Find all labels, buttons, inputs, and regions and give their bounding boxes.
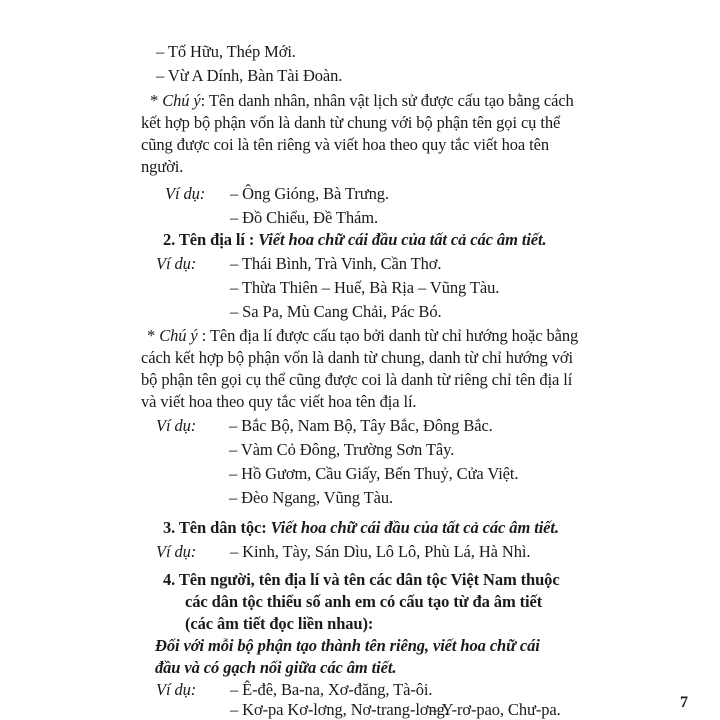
example-label: Ví dụ:	[156, 680, 197, 699]
note-star: *	[150, 91, 163, 110]
section-rule: Viết hoa chữ cái đầu của tất cả các âm tiết.	[270, 518, 559, 537]
example-label: Ví dụ:	[156, 416, 197, 435]
note-text: : Tên danh nhân, nhân vật lịch sử được cấu tạo bằng cách	[200, 91, 574, 110]
list-item: – Tố Hữu, Thép Mới.	[156, 42, 296, 61]
example-label: Ví dụ:	[156, 542, 197, 561]
example-item: – Y-rơ-pao, Chư-pa.	[430, 700, 561, 719]
example-item: – Kơ-pa Kơ-lơng, Nơ-trang-lơng.	[230, 700, 449, 719]
note-label: Chú ý	[159, 326, 198, 345]
example-item: – Sa Pa, Mù Cang Chải, Pác Bó.	[230, 302, 442, 321]
section-heading	[163, 518, 559, 538]
section-heading: (các âm tiết đọc liền nhau):	[185, 614, 374, 633]
example-item: – Kinh, Tày, Sán Dìu, Lô Lô, Phù Lá, Hà Nhì.	[230, 542, 531, 561]
example-item: – Hồ Gươm, Cầu Giấy, Bến Thuỷ, Cửa Việt.	[229, 464, 519, 483]
example-item: – Bắc Bộ, Nam Bộ, Tây Bắc, Đông Bắc.	[229, 416, 493, 435]
note-text: : Tên địa lí được cấu tạo bởi danh từ chỉ hướng hoặc bằng	[197, 326, 579, 345]
example-item: – Đèo Ngang, Vũng Tàu.	[229, 488, 394, 507]
example-item: – Vàm Cỏ Đông, Trường Sơn Tây.	[229, 440, 455, 459]
example-item: – Đồ Chiểu, Đề Thám.	[230, 208, 379, 227]
note-line: người.	[141, 157, 184, 176]
note-line: và viết hoa theo quy tắc viết hoa tên địa lí.	[141, 392, 417, 411]
note-line: kết hợp bộ phận vốn là danh từ chung với bộ phận tên gọi cụ thể	[141, 113, 561, 132]
section-number-title: 2. Tên địa lí :	[163, 230, 259, 249]
note-label: Chú ý	[162, 91, 201, 110]
section-number-title: 3. Tên dân tộc:	[163, 518, 271, 537]
note-line: cách kết hợp bộ phận vốn là danh từ chung, danh từ chỉ hướng với	[141, 348, 573, 367]
page-number: 7	[680, 694, 688, 711]
section-rule: Đối với mỗi bộ phận tạo thành tên riêng, viết hoa chữ cái	[155, 636, 540, 655]
example-label: Ví dụ:	[165, 184, 206, 203]
section-rule: Viết hoa chữ cái đầu của tất cả các âm tiết.	[258, 230, 547, 249]
section-rule: đầu và có gạch nối giữa các âm tiết.	[155, 658, 397, 677]
example-item: – Ê-đê, Ba-na, Xơ-đăng, Tà-ôi.	[230, 680, 433, 699]
note-star: *	[147, 326, 160, 345]
example-label: Ví dụ:	[156, 254, 197, 273]
section-heading: các dân tộc thiểu số anh em có cấu tạo từ đa âm tiết	[185, 592, 543, 611]
section-heading: 4. Tên người, tên địa lí và tên các dân tộc Việt Nam thuộc	[163, 570, 560, 589]
note-line: bộ phận tên gọi cụ thể cũng được coi là danh từ riêng chỉ tên địa lí	[141, 370, 573, 389]
note-line: cũng được coi là tên riêng và viết hoa theo quy tắc viết hoa tên	[141, 135, 550, 154]
list-item: – Vừ A Dính, Bàn Tài Đoàn.	[156, 66, 343, 85]
section-heading	[163, 230, 547, 250]
example-item: – Thừa Thiên – Huế, Bà Rịa – Vũng Tàu.	[230, 278, 500, 297]
note-line	[150, 91, 574, 111]
example-item: – Ông Gióng, Bà Trưng.	[230, 184, 389, 203]
note-line	[147, 326, 578, 346]
example-item: – Thái Bình, Trà Vinh, Cần Thơ.	[230, 254, 442, 273]
